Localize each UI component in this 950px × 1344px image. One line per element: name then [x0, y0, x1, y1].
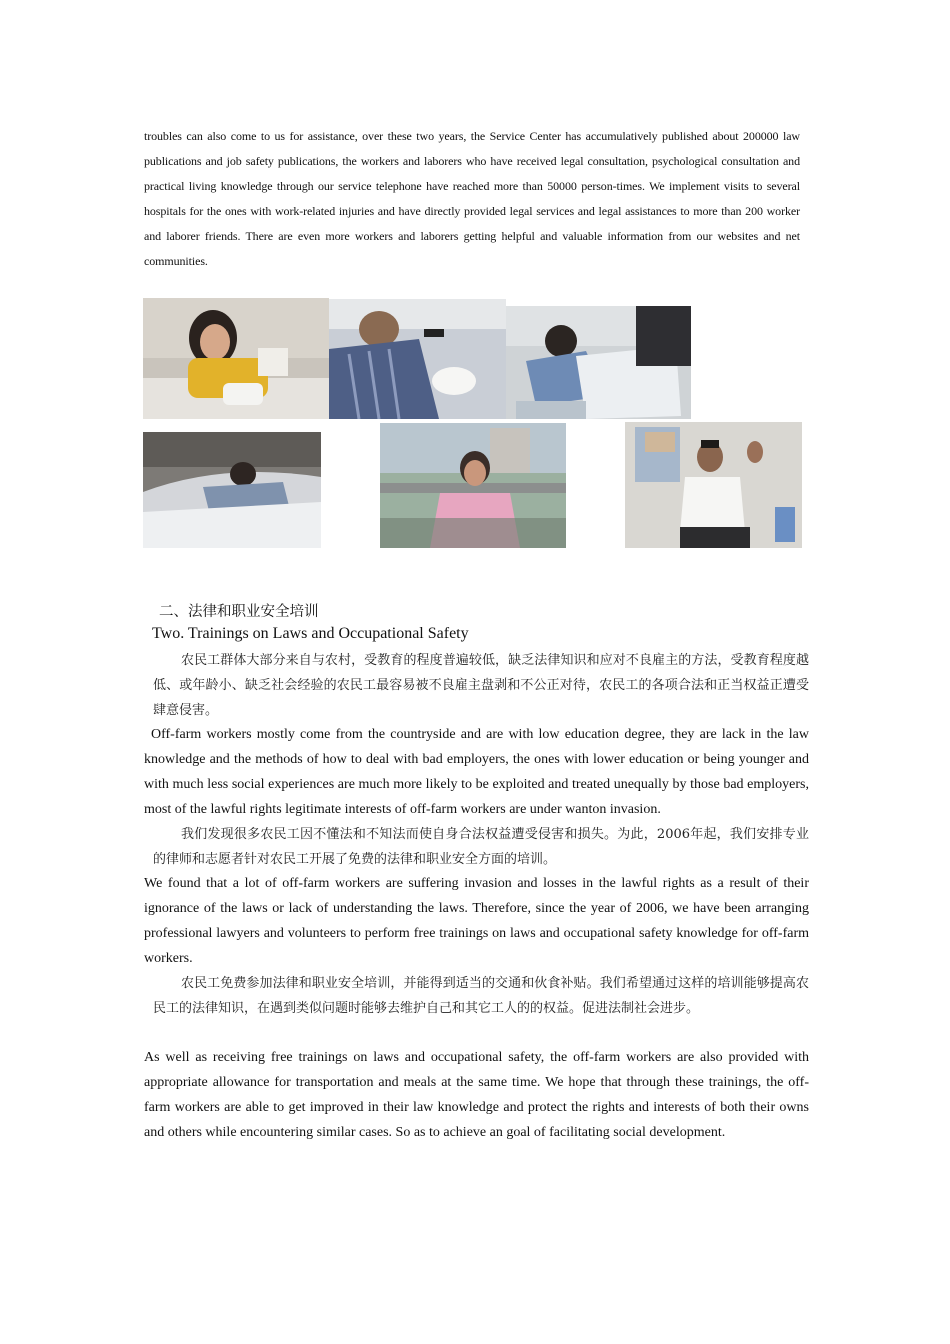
photo-injured-woman-yellow-shirt: [143, 298, 329, 419]
section-heading-cn: 二、法律和职业安全培训: [159, 604, 319, 620]
paragraph-cn-3: 农民工免费参加法律和职业安全培训，并能得到适当的交通和伙食补贴。我们希望通过这样的培训能够提高农民工的法律知识，在遇到类似问题时能够去维护自己和其它工人的的权益。促进法制社会进步。: [153, 976, 809, 1016]
intro-paragraph: troubles can also come to us for assistance, over these two years, the Service Center has accumulatively published about 200000 law publications and job safety publications, the workers and laborers who have received legal consultation, psychological consultation and practical living knowledge through our service telephone have reached more than 50000 person-times. We implement visits to several hospitals for the ones with work-related injuries and have directly provided legal services and legal assistances to more than 200 worker and laborer friends. There are even more workers and laborers getting helpful and valuable information from our websites and net communities.: [144, 129, 800, 268]
paragraph-en-3: As well as receiving free trainings on laws and occupational safety, the off-farm workers are also provided with appropriate allowance for transportation and meals at the same time. We hope that through these trainings, the off-farm workers are able to get improved in their law knowledge and protect the rights and interests of both their owns and others while encountering similar cases. So as to achieve an goal of facilitating social development.: [144, 1050, 809, 1140]
photo-woman-pink-jacket: [380, 423, 566, 548]
photo-patient-bed-visitor: [506, 306, 691, 419]
paragraph-en-2: We found that a lot of off-farm workers are suffering invasion and losses in the lawful rights as a result of their ignorance of the laws or lack of understanding the laws. Therefore, since the year of 2006, we have been arranging professional lawyers and volunteers to perform free trainings on laws and occupational safety knowledge for off-farm workers.: [144, 876, 809, 966]
photo-woman-resting-bed: [143, 432, 321, 548]
paragraph-cn-2: 我们发现很多农民工因不懂法和不知法而使自身合法权益遭受侵害和损失。为此，2006年起，我们安排专业的律师和志愿者针对农民工开展了免费的法律和职业安全方面的培训。: [153, 827, 809, 867]
paragraph-en-1: Off-farm workers mostly come from the countryside and are with low education degree, they are lack in the law knowledge and the methods of how to deal with bad employers, the ones with lower education or being younger and with much less social experiences are much more likely to be exploited and treated unequally by those bad employers, most of the lawful rights legitimate interests of off-farm workers are under wanton invasion.: [144, 727, 809, 817]
paragraph-cn-1: 农民工群体大部分来自与农村，受教育的程度普遍较低，缺乏法律知识和应对不良雇主的方法，受教育程度越低、或年龄小、缺乏社会经验的农民工最容易被不良雇主盘剥和不公正对待，农民工的各项合法和正当权益正遭受肆意侵害。: [153, 653, 809, 718]
section-heading-en: Two. Trainings on Laws and Occupational Safety: [152, 625, 469, 642]
photo-injured-man-hospital-bed: [329, 299, 506, 419]
photo-man-white-shirt-waving: [625, 422, 802, 548]
